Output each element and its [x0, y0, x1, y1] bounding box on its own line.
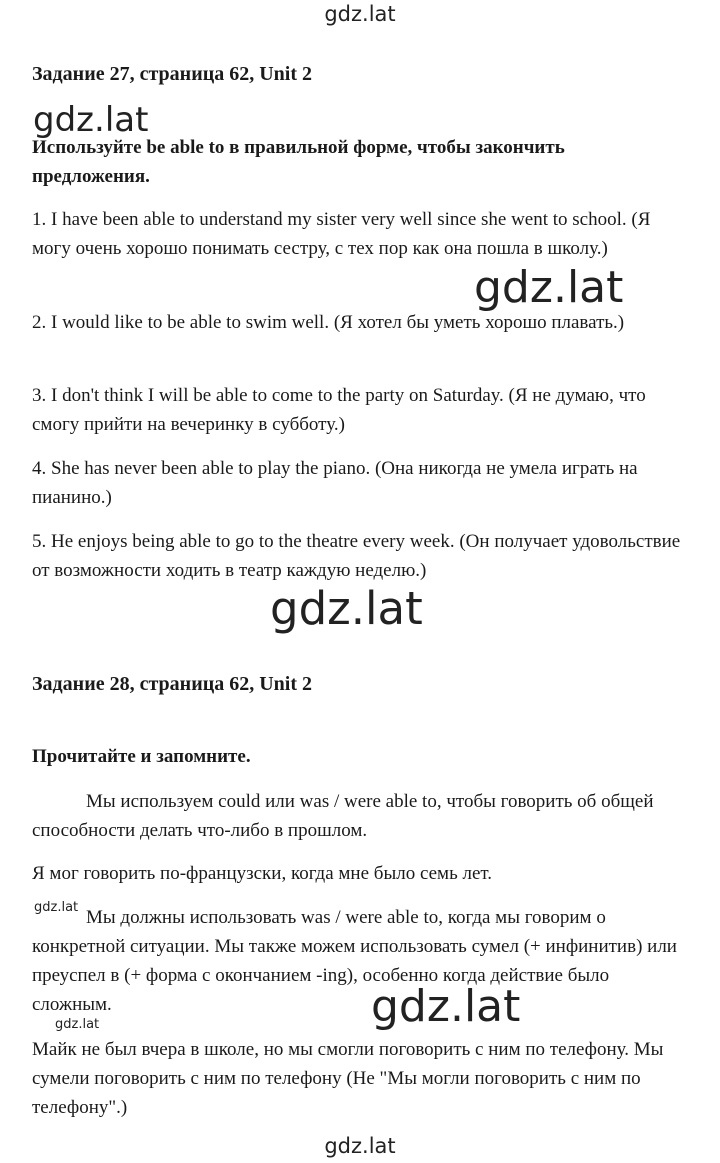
- task28-paragraph-1: Мы используем could или was / were able to, чтобы говорить об общей способности делать что-либо в прошлом.: [32, 791, 654, 841]
- watermark-large: gdz.lat: [371, 981, 521, 1032]
- watermark-bottom: gdz.lat: [324, 1134, 396, 1158]
- task27-item-4: 4. She has never been able to play the piano. (Она никогда не умела играть на пианино.): [32, 458, 638, 508]
- task27-item-2: 2. I would like to be able to swim well. (Я хотел бы уметь хорошо плавать.): [32, 312, 625, 333]
- watermark-small: gdz.lat: [34, 900, 79, 915]
- task28-paragraph-4: Майк не был вчера в школе, но мы смогли поговорить с ним по телефону. Мы сумели поговорить с ним по телефону (Не "Мы могли поговорить с ним по телефону".): [32, 1039, 664, 1118]
- watermark-large: gdz.lat: [270, 582, 423, 635]
- task28-paragraph-2: Я мог говорить по-французски, когда мне было семь лет.: [32, 863, 493, 884]
- watermark-large: gdz.lat: [33, 100, 149, 140]
- task27-heading: Задание 27, страница 62, Unit 2: [32, 63, 313, 85]
- watermark-small: gdz.lat: [55, 1017, 100, 1032]
- task27-item-5: 5. He enjoys being able to go to the theatre every week. (Он получает удовольствие от возможности ходить в театр каждую неделю.): [32, 531, 681, 581]
- task27-instruction: Используйте be able to в правильной форме, чтобы закончить предложения.: [32, 137, 565, 187]
- task28-instruction: Прочитайте и запомните.: [32, 746, 251, 767]
- watermark-top: gdz.lat: [324, 2, 396, 26]
- watermark-large: gdz.lat: [474, 262, 624, 313]
- task28-heading: Задание 28, страница 62, Unit 2: [32, 673, 313, 695]
- task27-item-3: 3. I don't think I will be able to come to the party on Saturday. (Я не думаю, что смогу прийти на вечеринку в субботу.): [32, 385, 646, 435]
- task28-paragraph-3: Мы должны использовать was / were able to, когда мы говорим о конкретной ситуации. Мы также можем использовать сумел (+ инфинитив) или преуспел в (+ форма с окончанием -ing), особенно когда действие было сложным.: [32, 907, 677, 1015]
- task27-item-1: 1. I have been able to understand my sister very well since she went to school. (Я могу очень хорошо понимать сестру, с тех пор как она пошла в школу.): [32, 209, 651, 259]
